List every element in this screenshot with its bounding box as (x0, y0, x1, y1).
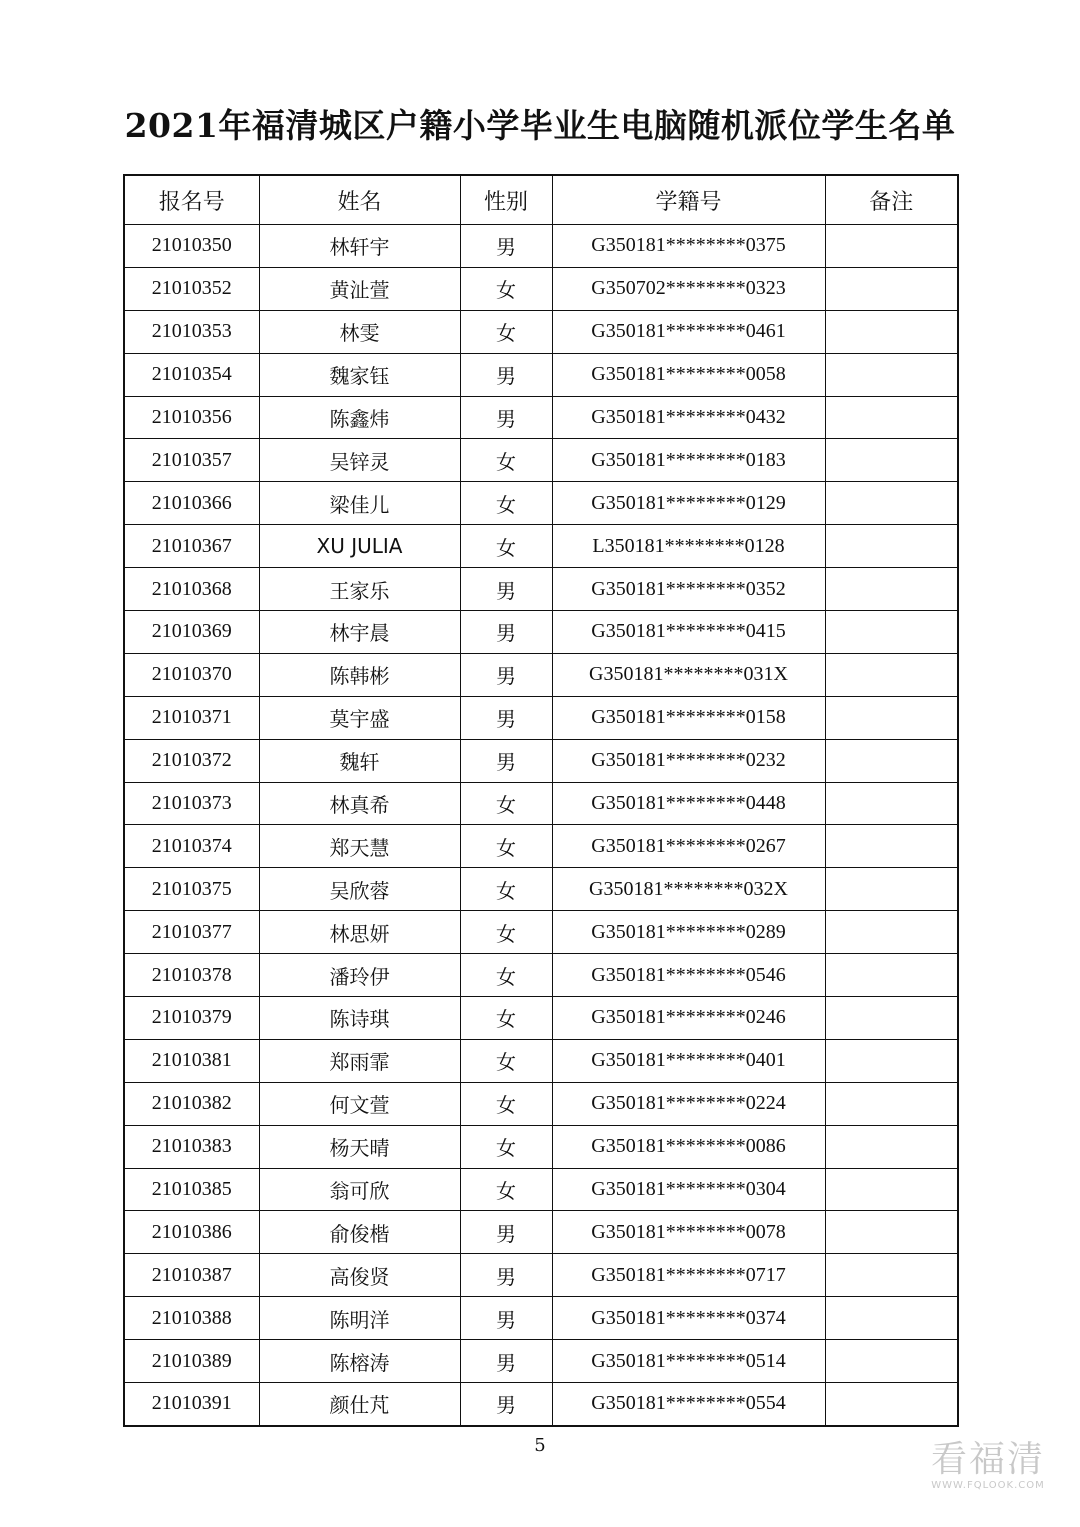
cell-name: 郑天慧 (259, 825, 460, 868)
cell-registration-number: 21010389 (124, 1340, 259, 1383)
cell-gender: 男 (460, 225, 552, 268)
cell-gender: 女 (460, 482, 552, 525)
table-row (124, 997, 958, 1040)
cell-registration-number: 21010377 (124, 911, 259, 954)
cell-student-number: G350181********032X (552, 868, 825, 911)
cell-note (825, 439, 958, 482)
cell-name: 颜仕芃 (259, 1383, 460, 1426)
cell-name: 魏家钰 (259, 353, 460, 396)
cell-name: 潘玲伊 (259, 954, 460, 997)
cell-name: 杨天晴 (259, 1125, 460, 1168)
cell-registration-number: 21010373 (124, 782, 259, 825)
cell-registration-number: 21010369 (124, 611, 259, 654)
cell-gender: 女 (460, 868, 552, 911)
table-row (124, 1383, 958, 1426)
cell-name: 林轩宇 (259, 225, 460, 268)
cell-registration-number: 21010381 (124, 1039, 259, 1082)
cell-student-number: G350181********0058 (552, 353, 825, 396)
cell-note (825, 1297, 958, 1340)
cell-name: 梁佳儿 (259, 482, 460, 525)
cell-gender: 女 (460, 782, 552, 825)
cell-registration-number: 21010357 (124, 439, 259, 482)
cell-note (825, 1340, 958, 1383)
cell-gender: 男 (460, 696, 552, 739)
cell-name: 何文萱 (259, 1082, 460, 1125)
cell-gender: 女 (460, 1125, 552, 1168)
cell-registration-number: 21010371 (124, 696, 259, 739)
cell-registration-number: 21010374 (124, 825, 259, 868)
cell-note (825, 1383, 958, 1426)
cell-registration-number: 21010387 (124, 1254, 259, 1297)
cell-registration-number: 21010378 (124, 954, 259, 997)
cell-note (825, 911, 958, 954)
cell-registration-number: 21010375 (124, 868, 259, 911)
page-number: 5 (534, 1435, 546, 1456)
cell-student-number: L350181********0128 (552, 525, 825, 568)
table-row (124, 739, 958, 782)
cell-student-number: G350181********0232 (552, 739, 825, 782)
cell-student-number: G350181********0401 (552, 1039, 825, 1082)
table-row (124, 310, 958, 353)
cell-note (825, 954, 958, 997)
table-row (124, 396, 958, 439)
cell-gender: 女 (460, 825, 552, 868)
table-row (124, 782, 958, 825)
cell-gender: 女 (460, 1168, 552, 1211)
table-body (124, 225, 958, 1426)
cell-name: 高俊贤 (259, 1254, 460, 1297)
table-row (124, 482, 958, 525)
table-row (124, 1211, 958, 1254)
table-row (124, 1082, 958, 1125)
cell-gender: 女 (460, 310, 552, 353)
cell-student-number: G350181********0183 (552, 439, 825, 482)
cell-note (825, 1082, 958, 1125)
table-row (124, 353, 958, 396)
cell-student-number: G350181********0546 (552, 954, 825, 997)
watermark-logo (918, 1440, 1058, 1491)
cell-gender: 男 (460, 568, 552, 611)
table-row (124, 1168, 958, 1211)
cell-gender: 男 (460, 1340, 552, 1383)
table-row (124, 439, 958, 482)
table-row (124, 525, 958, 568)
cell-name: 翁可欣 (259, 1168, 460, 1211)
cell-note (825, 267, 958, 310)
table-row (124, 568, 958, 611)
cell-note (825, 482, 958, 525)
cell-registration-number: 21010383 (124, 1125, 259, 1168)
cell-registration-number: 21010382 (124, 1082, 259, 1125)
cell-note (825, 1039, 958, 1082)
table-row (124, 868, 958, 911)
cell-student-number: G350181********0289 (552, 911, 825, 954)
cell-gender: 男 (460, 1383, 552, 1426)
cell-name: 魏轩 (259, 739, 460, 782)
cell-gender: 女 (460, 439, 552, 482)
cell-registration-number: 21010388 (124, 1297, 259, 1340)
header-note: 备注 (825, 175, 958, 225)
cell-gender: 男 (460, 1297, 552, 1340)
table-row (124, 267, 958, 310)
cell-gender: 女 (460, 1082, 552, 1125)
cell-name: 林思妍 (259, 911, 460, 954)
cell-note (825, 568, 958, 611)
cell-registration-number: 21010386 (124, 1211, 259, 1254)
table-row (124, 611, 958, 654)
cell-note (825, 353, 958, 396)
header-gender: 性别 (460, 175, 552, 225)
cell-student-number: G350181********0158 (552, 696, 825, 739)
cell-gender: 男 (460, 396, 552, 439)
table-row (124, 696, 958, 739)
cell-name: 陈明洋 (259, 1297, 460, 1340)
cell-name: 陈诗琪 (259, 997, 460, 1040)
table-row (124, 225, 958, 268)
table-row (124, 1125, 958, 1168)
cell-note (825, 825, 958, 868)
watermark-url: WWW.FQLOOK.COM (931, 1480, 1045, 1491)
cell-note (825, 997, 958, 1040)
cell-registration-number: 21010372 (124, 739, 259, 782)
table-row (124, 911, 958, 954)
header-name: 姓名 (259, 175, 460, 225)
header-registration-number: 报名号 (124, 175, 259, 225)
cell-gender: 女 (460, 911, 552, 954)
student-roster-table (123, 174, 959, 1427)
cell-note (825, 1168, 958, 1211)
cell-registration-number: 21010370 (124, 653, 259, 696)
header-student-number: 学籍号 (552, 175, 825, 225)
cell-gender: 女 (460, 954, 552, 997)
cell-name: 陈榕涛 (259, 1340, 460, 1383)
cell-name: 陈韩彬 (259, 653, 460, 696)
watermark-text: 看福清 (930, 1439, 1045, 1480)
cell-note (825, 696, 958, 739)
cell-student-number: G350181********0374 (552, 1297, 825, 1340)
cell-student-number: G350181********0086 (552, 1125, 825, 1168)
cell-note (825, 225, 958, 268)
cell-gender: 女 (460, 525, 552, 568)
cell-student-number: G350181********0448 (552, 782, 825, 825)
cell-student-number: G350181********0078 (552, 1211, 825, 1254)
cell-student-number: G350181********0415 (552, 611, 825, 654)
cell-student-number: G350181********0554 (552, 1383, 825, 1426)
cell-student-number: G350181********0129 (552, 482, 825, 525)
cell-student-number: G350181********031X (552, 653, 825, 696)
document-title: 2021年福清城区户籍小学毕业生电脑随机派位学生名单 (124, 106, 956, 145)
cell-gender: 男 (460, 353, 552, 396)
cell-gender: 女 (460, 267, 552, 310)
cell-note (825, 525, 958, 568)
cell-note (825, 1254, 958, 1297)
table-row (124, 1297, 958, 1340)
cell-name: 黄沚萱 (259, 267, 460, 310)
table-row (124, 653, 958, 696)
cell-name: 俞俊楷 (259, 1211, 460, 1254)
cell-registration-number: 21010385 (124, 1168, 259, 1211)
cell-registration-number: 21010379 (124, 997, 259, 1040)
cell-student-number: G350181********0352 (552, 568, 825, 611)
cell-note (825, 611, 958, 654)
cell-gender: 女 (460, 997, 552, 1040)
cell-gender: 男 (460, 739, 552, 782)
table-row (124, 1340, 958, 1383)
cell-student-number: G350181********0246 (552, 997, 825, 1040)
cell-registration-number: 21010366 (124, 482, 259, 525)
cell-student-number: G350181********0304 (552, 1168, 825, 1211)
table-row (124, 1254, 958, 1297)
cell-registration-number: 21010368 (124, 568, 259, 611)
cell-note (825, 310, 958, 353)
cell-student-number: G350181********0461 (552, 310, 825, 353)
cell-note (825, 868, 958, 911)
cell-name: 郑雨霏 (259, 1039, 460, 1082)
cell-note (825, 782, 958, 825)
table-row (124, 954, 958, 997)
cell-name: XU JULIA (259, 525, 460, 568)
cell-name: 林宇晨 (259, 611, 460, 654)
cell-gender: 男 (460, 1211, 552, 1254)
cell-registration-number: 21010391 (124, 1383, 259, 1426)
cell-name: 吴欣蓉 (259, 868, 460, 911)
cell-name: 陈鑫炜 (259, 396, 460, 439)
cell-registration-number: 21010367 (124, 525, 259, 568)
cell-registration-number: 21010353 (124, 310, 259, 353)
cell-student-number: G350181********0514 (552, 1340, 825, 1383)
cell-registration-number: 21010356 (124, 396, 259, 439)
cell-note (825, 1125, 958, 1168)
table-row (124, 1039, 958, 1082)
cell-name: 林真希 (259, 782, 460, 825)
cell-gender: 男 (460, 611, 552, 654)
cell-gender: 男 (460, 653, 552, 696)
cell-student-number: G350702********0323 (552, 267, 825, 310)
cell-registration-number: 21010350 (124, 225, 259, 268)
cell-registration-number: 21010352 (124, 267, 259, 310)
cell-gender: 女 (460, 1039, 552, 1082)
cell-gender: 男 (460, 1254, 552, 1297)
cell-student-number: G350181********0375 (552, 225, 825, 268)
cell-note (825, 653, 958, 696)
cell-registration-number: 21010354 (124, 353, 259, 396)
cell-name: 吴锌灵 (259, 439, 460, 482)
cell-name: 王家乐 (259, 568, 460, 611)
cell-name: 莫宇盛 (259, 696, 460, 739)
cell-name: 林雯 (259, 310, 460, 353)
cell-note (825, 1211, 958, 1254)
table-row (124, 825, 958, 868)
cell-student-number: G350181********0267 (552, 825, 825, 868)
cell-note (825, 739, 958, 782)
cell-student-number: G350181********0717 (552, 1254, 825, 1297)
table-header-row (124, 175, 958, 225)
cell-note (825, 396, 958, 439)
cell-student-number: G350181********0432 (552, 396, 825, 439)
cell-student-number: G350181********0224 (552, 1082, 825, 1125)
